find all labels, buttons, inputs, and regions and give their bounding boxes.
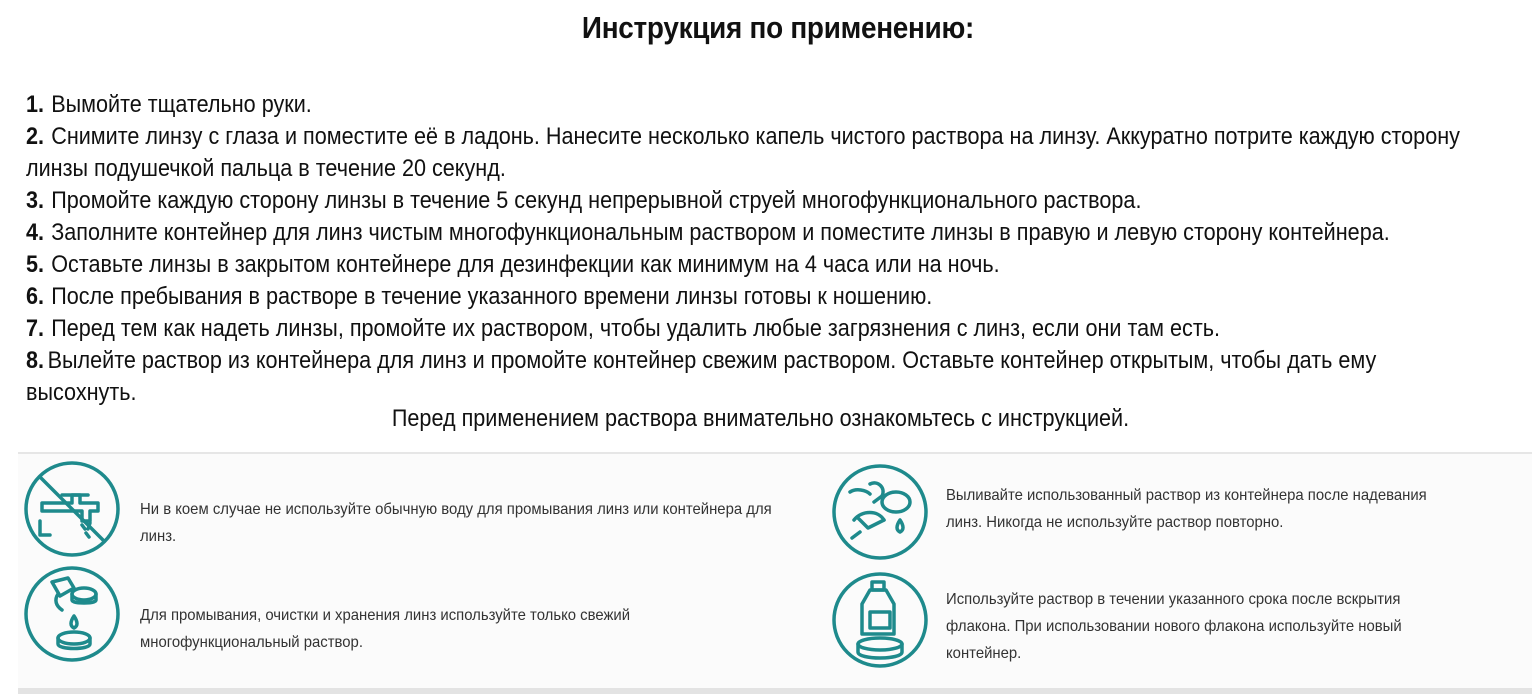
step-item <box>26 185 1466 217</box>
step-number: 8. <box>26 347 45 374</box>
step-text: Оставьте линзы в закрытом контейнере для дезинфекции как минимум на 4 часа или на ночь. <box>51 251 1000 278</box>
step-number: 7. <box>26 315 45 342</box>
step-item <box>26 313 1466 345</box>
step-text: После пребывания в растворе в течение указанного времени линзы готовы к ношению. <box>51 283 933 310</box>
step-item <box>26 345 1457 409</box>
warnings-panel <box>18 452 1532 694</box>
solution-bottle-icon <box>830 570 930 670</box>
step-text: Перед тем как надеть линзы, промойте их раствором, чтобы удалить любые загрязнения с линз, если они там есть. <box>51 315 1220 342</box>
no-tap-water-icon <box>22 459 122 559</box>
step-text: Заполните контейнер для линз чистым многофункциональным раствором и поместите линзы в правую и левую сторону контейнера. <box>51 219 1390 246</box>
instruction-note: Перед применением раствора внимательно ознакомьтесь с инструкцией. <box>391 405 1130 432</box>
fresh-solution-icon <box>22 564 122 664</box>
step-number: 2. <box>26 123 45 150</box>
step-item <box>26 121 1466 185</box>
step-item <box>26 89 1466 121</box>
step-text: Снимите линзу с глаза и поместите её в ладонь. Нанесите несколько капель чистого раствора на линзу. Аккуратно потрите каждую сторону линзы подушечкой пальца в течение 20 секунд. <box>26 123 1460 182</box>
instruction-steps <box>26 89 1466 409</box>
step-text: Вылейте раствор из контейнера для линз и промойте контейнер свежим раствором. Оставьте контейнер открытым, чтобы дать ему высохнуть. <box>26 347 1377 406</box>
warning-text: Ни в коем случае не используйте обычную воду для промывания линз или контейнера для линз. <box>140 501 772 545</box>
warning-text: Выливайте использованный раствор из контейнера после надевания линз. Никогда не используйте раствор повторно. <box>946 487 1427 531</box>
warning-text: Используйте раствор в течении указанного срока после вскрытия флакона. При использовании нового флакона используйте новый контейнер. <box>946 591 1402 662</box>
step-number: 3. <box>26 187 45 214</box>
step-item <box>26 217 1466 249</box>
pour-out-solution-icon <box>830 462 930 562</box>
step-text: Промойте каждую сторону линзы в течение 5 секунд непрерывной струей многофункционального раствора. <box>51 187 1142 214</box>
step-item <box>26 249 1466 281</box>
warning-text: Для промывания, очистки и хранения линз используйте только свежий многофункциональный раствор. <box>140 607 631 651</box>
step-text: Вымойте тщательно руки. <box>51 91 312 118</box>
page-title: Инструкция по применению: <box>581 10 975 45</box>
step-number: 6. <box>26 283 45 310</box>
step-number: 1. <box>26 91 45 118</box>
step-number: 4. <box>26 219 45 246</box>
step-item <box>26 281 1466 313</box>
step-number: 5. <box>26 251 45 278</box>
